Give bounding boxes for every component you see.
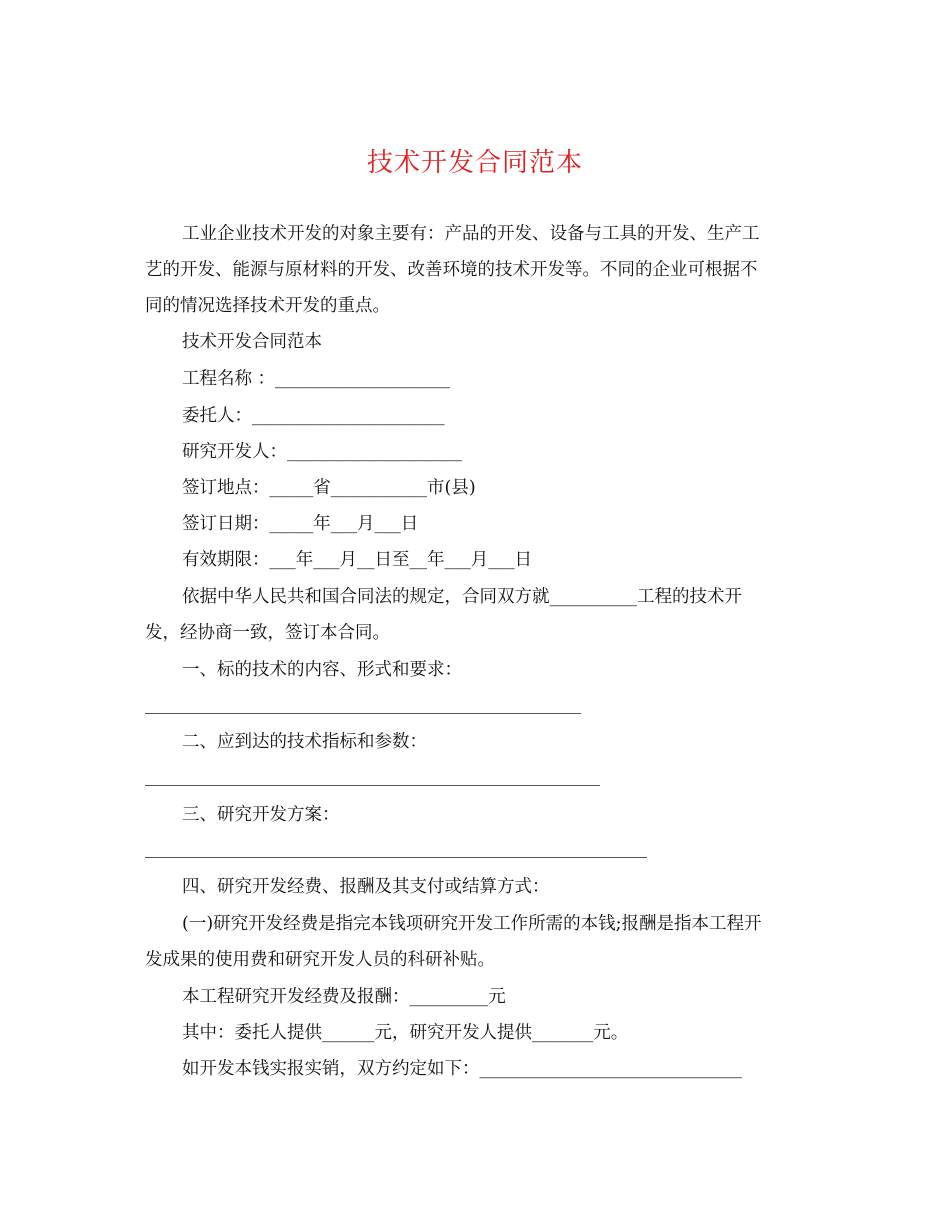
section-4-heading: 四、研究开发经费、报酬及其支付或结算方式： bbox=[182, 877, 550, 897]
basis-line-1: 依据中华人民共和国合同法的规定，合同双方就__________工程的技术开 bbox=[182, 587, 742, 607]
basis-line-2: 发，经协商一致，签订本合同。 bbox=[145, 623, 390, 643]
section-2-heading: 二、应到达的技术指标和参数： bbox=[182, 732, 427, 752]
section-1-heading: 一、标的技术的内容、形式和要求： bbox=[182, 660, 462, 680]
intro-line-2: 艺的开发、能源与原材料的开发、改善环境的技术开发等。不同的企业可根据不 bbox=[145, 260, 758, 280]
clause-1-line-1: (一)研究开发经费是指完本钱项研究开发工作所需的本钱;报酬是指本工程开 bbox=[182, 914, 762, 934]
field-developer: 研究开发人：____________________ bbox=[182, 442, 462, 462]
subtitle: 技术开发合同范本 bbox=[182, 332, 322, 352]
fee-split: 其中：委托人提供______元，研究开发人提供_______元。 bbox=[182, 1023, 629, 1043]
field-sign-place: 签订地点：_____省___________市(县) bbox=[182, 478, 476, 498]
intro-line-1: 工业企业技术开发的对象主要有：产品的开发、设备与工具的开发、生产工 bbox=[182, 224, 760, 244]
field-validity: 有效期限：___年___月__日至__年___月___日 bbox=[182, 550, 532, 570]
blank-rule-1 bbox=[145, 713, 581, 714]
reimburse-terms: 如开发本钱实报实销，双方约定如下：______________________________ bbox=[182, 1059, 742, 1079]
blank-rule-2 bbox=[145, 785, 600, 786]
fee-total: 本工程研究开发经费及报酬：_________元 bbox=[182, 987, 506, 1007]
field-project-name: 工程名称 ：____________________ bbox=[182, 369, 451, 389]
clause-1-line-2: 发成果的使用费和研究开发人员的科研补贴。 bbox=[145, 950, 495, 970]
field-client: 委托人：______________________ bbox=[182, 406, 445, 426]
intro-line-3: 同的情况选择技术开发的重点。 bbox=[145, 296, 390, 316]
section-3-heading: 三、研究开发方案： bbox=[182, 805, 340, 825]
field-sign-date: 签订日期：_____年___月___日 bbox=[182, 514, 419, 534]
page-title: 技术开发合同范本 bbox=[366, 148, 583, 178]
blank-rule-3 bbox=[145, 857, 647, 858]
